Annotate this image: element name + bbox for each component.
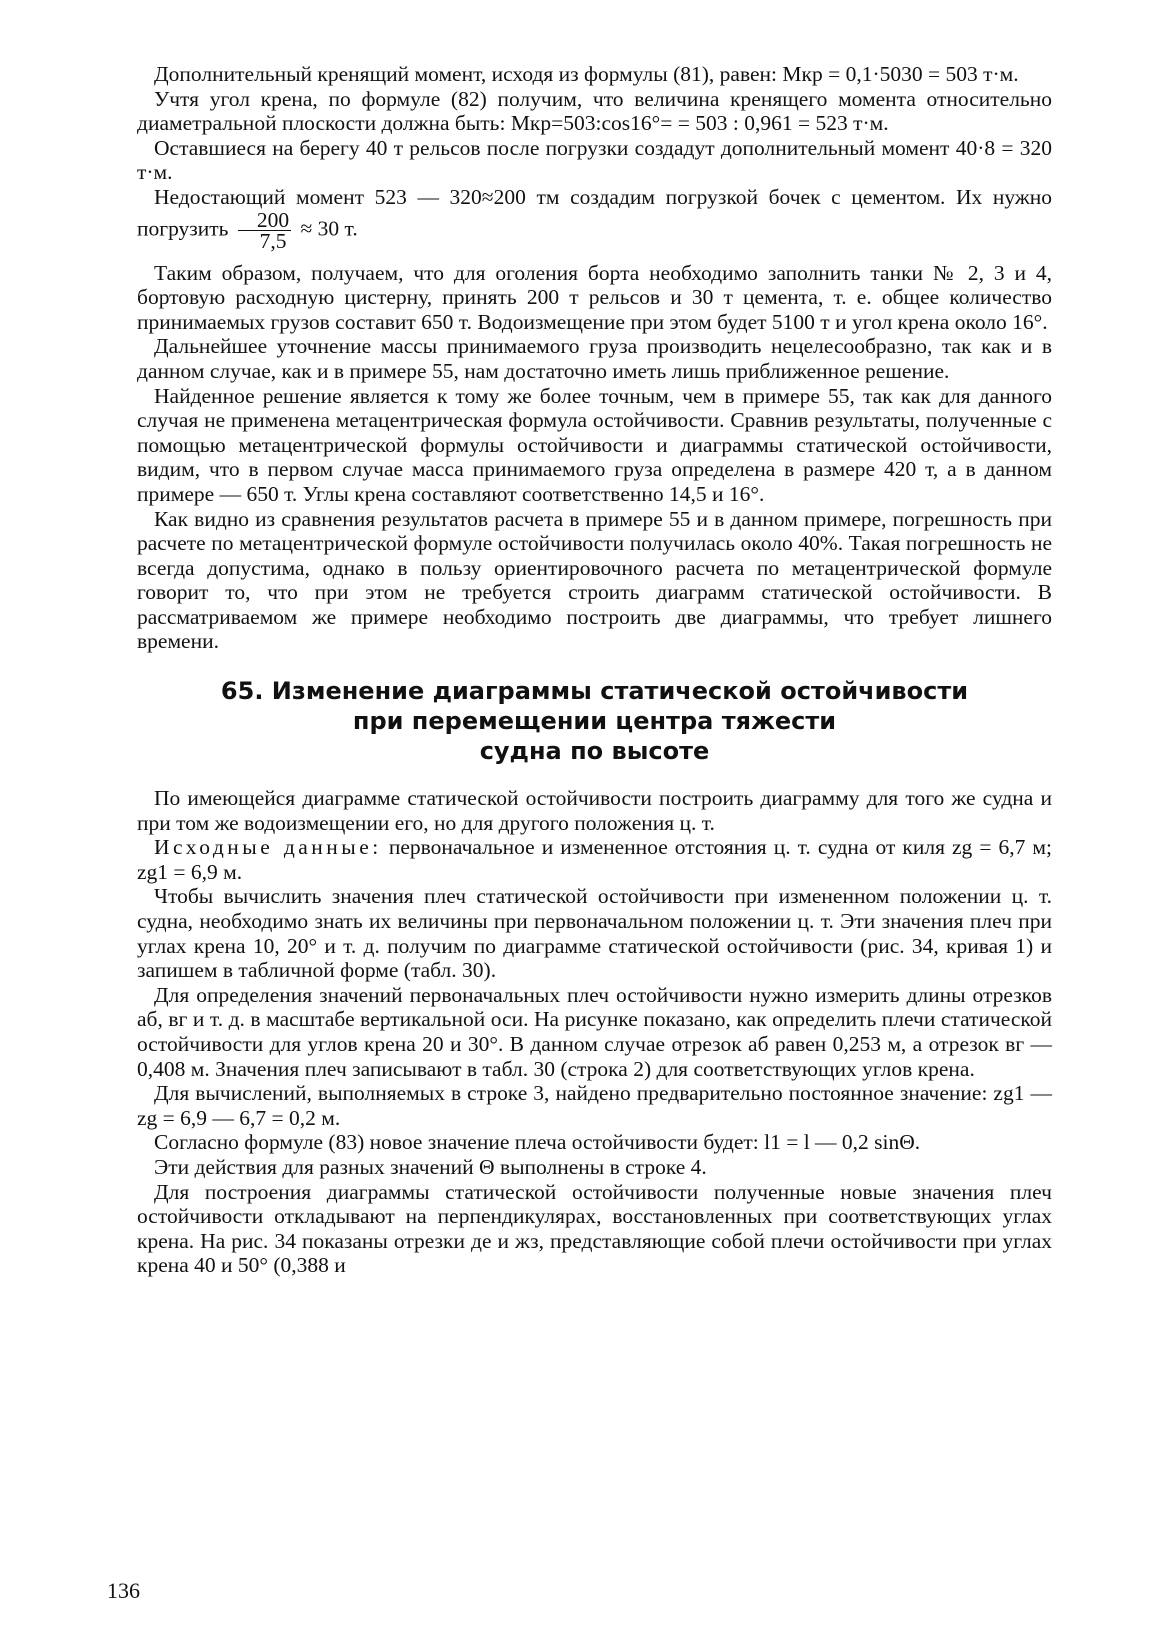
paragraph: Для построения диаграммы статической остойчивости полученные новые значения плеч остойчивости откладывают на перпендикулярах, восстановленных при соответствующих углах крена. На рис. 34 показаны отрезки де и жз, представляющие собой плечи остойчивости при углах крена 40 и 50° (0,388 и bbox=[137, 1179, 1052, 1278]
paragraph: Эти действия для разных значений Θ выполнены в строке 4. bbox=[154, 1154, 707, 1179]
page-number: 136 bbox=[107, 1578, 140, 1603]
section-heading-line: 65. Изменение диаграммы статической остойчивости bbox=[220, 677, 969, 706]
paragraph: Для вычислений, выполняемых в строке 3, найдено предварительно постоянное значение: zg1 — zg = 6,9 — 6,7 = 0,2 м. bbox=[137, 1081, 1052, 1130]
paragraph: Дальнейшее уточнение массы принимаемого груза производить нецелесообразно, так как и в данном случае, как и в примере 55, нам достаточно иметь лишь приближенное решение. bbox=[137, 334, 1052, 383]
fraction-numerator: 200 bbox=[238, 210, 291, 231]
paragraph: Оставшиеся на берегу 40 т рельсов после погрузки создадут дополнительный момент 40·8 = 320 т·м. bbox=[137, 135, 1052, 185]
paragraph: По имеющейся диаграмме статической остойчивости построить диаграмму для того же судна и при том же водоизмещении его, но для другого положения ц. т. bbox=[137, 786, 1052, 835]
initial-data-text: первоначальное и измененное отстояния ц. т. судна от киля zg = 6,7 м; zg1 = 6,9 м. bbox=[137, 835, 1052, 884]
fraction-text-after: ≈ 30 т. bbox=[300, 216, 358, 240]
paragraph: Чтобы вычислить значения плеч статической остойчивости при измененном положении ц. т. судна, необходимо знать их величины при первоначальном положении ц. т. Эти значения плеч при углах крена 10, 20° и т. д. получим по диаграмме статической остойчивости (рис. 34, кривая 1) и запишем в табличной форме (табл. 30). bbox=[137, 884, 1052, 983]
paragraph: Дополнительный кренящий момент, исходя из формулы (81), равен: Mкр = 0,1·5030 = 503 т·м. bbox=[154, 62, 1019, 86]
paragraph: Как видно из сравнения результатов расчета в примере 55 и в данном примере, погрешность при расчете по метацентрической формуле остойчивости получилась около 40%. Такая погрешность не всегда допустима, однако в пользу ориентировочного расчета по метацентрической формуле говорит то, что при этом не требуется строить диаграмм статической остойчивости. В рассматриваемом же примере необходимо построить две диаграммы, что требует лишнего времени. bbox=[137, 506, 1052, 654]
section-heading bbox=[137, 676, 1052, 766]
paragraph: Таким образом, получаем, что для оголения борта необходимо заполнить танки № 2, 3 и 4, бортовую расходную цистерну, принять 200 т рельсов и 30 т цемента, т. е. общее количество принимаемых грузов составит 650 т. Водоизмещение при этом будет 5100 т и угол крена около 16°. bbox=[137, 260, 1052, 334]
paragraph: Согласно формуле (83) новое значение плеча остойчивости будет: l1 = l — 0,2 sinΘ. bbox=[154, 1130, 921, 1155]
fraction bbox=[238, 207, 291, 253]
page-text bbox=[137, 62, 1052, 1278]
fraction-text-before: Недостающий момент 523 — 320≈200 тм создадим погрузкой бочек с цементом. Их нужно погрузить bbox=[137, 184, 1052, 240]
paragraph: Для определения значений первоначальных плеч остойчивости нужно измерить длины отрезков аб, вг и т. д. в масштабе вертикальной оси. На рисунке показано, как определить плечи статической остойчивости для углов крена 20 и 30°. В данном случае отрезок аб равен 0,253 м, а отрезок вг — 0,408 м. Значения плеч записывают в табл. 30 (строка 2) для соответствующих углов крена. bbox=[137, 982, 1052, 1081]
fraction-denominator: 7,5 bbox=[259, 228, 287, 253]
initial-data-paragraph bbox=[137, 835, 1052, 884]
initial-data-label: Исходные данные: bbox=[154, 835, 382, 860]
paragraph: Учтя угол крена, по формуле (82) получим, что величина кренящего момента относительно диаметральной плоскости должна быть: Mкр=503:cos16°= = 503 : 0,961 = 523 т·м. bbox=[137, 86, 1052, 136]
section-heading-line: при перемещении центра тяжести bbox=[352, 707, 837, 736]
paragraph: Найденное решение является к тому же более точным, чем в примере 55, так как для данного случая не применена метацентрическая формула остойчивости. Сравнив результаты, полученные с помощью метацентрической формулы остойчивости и диаграммы статической остойчивости, видим, что в первом случае масса принимаемого груза определена в размере 420 т, а в данном примере — 650 т. Углы крена составляют соответственно 14,5 и 16°. bbox=[137, 383, 1052, 506]
fraction-paragraph bbox=[137, 185, 1052, 251]
section-heading-line: судна по высоте bbox=[479, 737, 710, 766]
